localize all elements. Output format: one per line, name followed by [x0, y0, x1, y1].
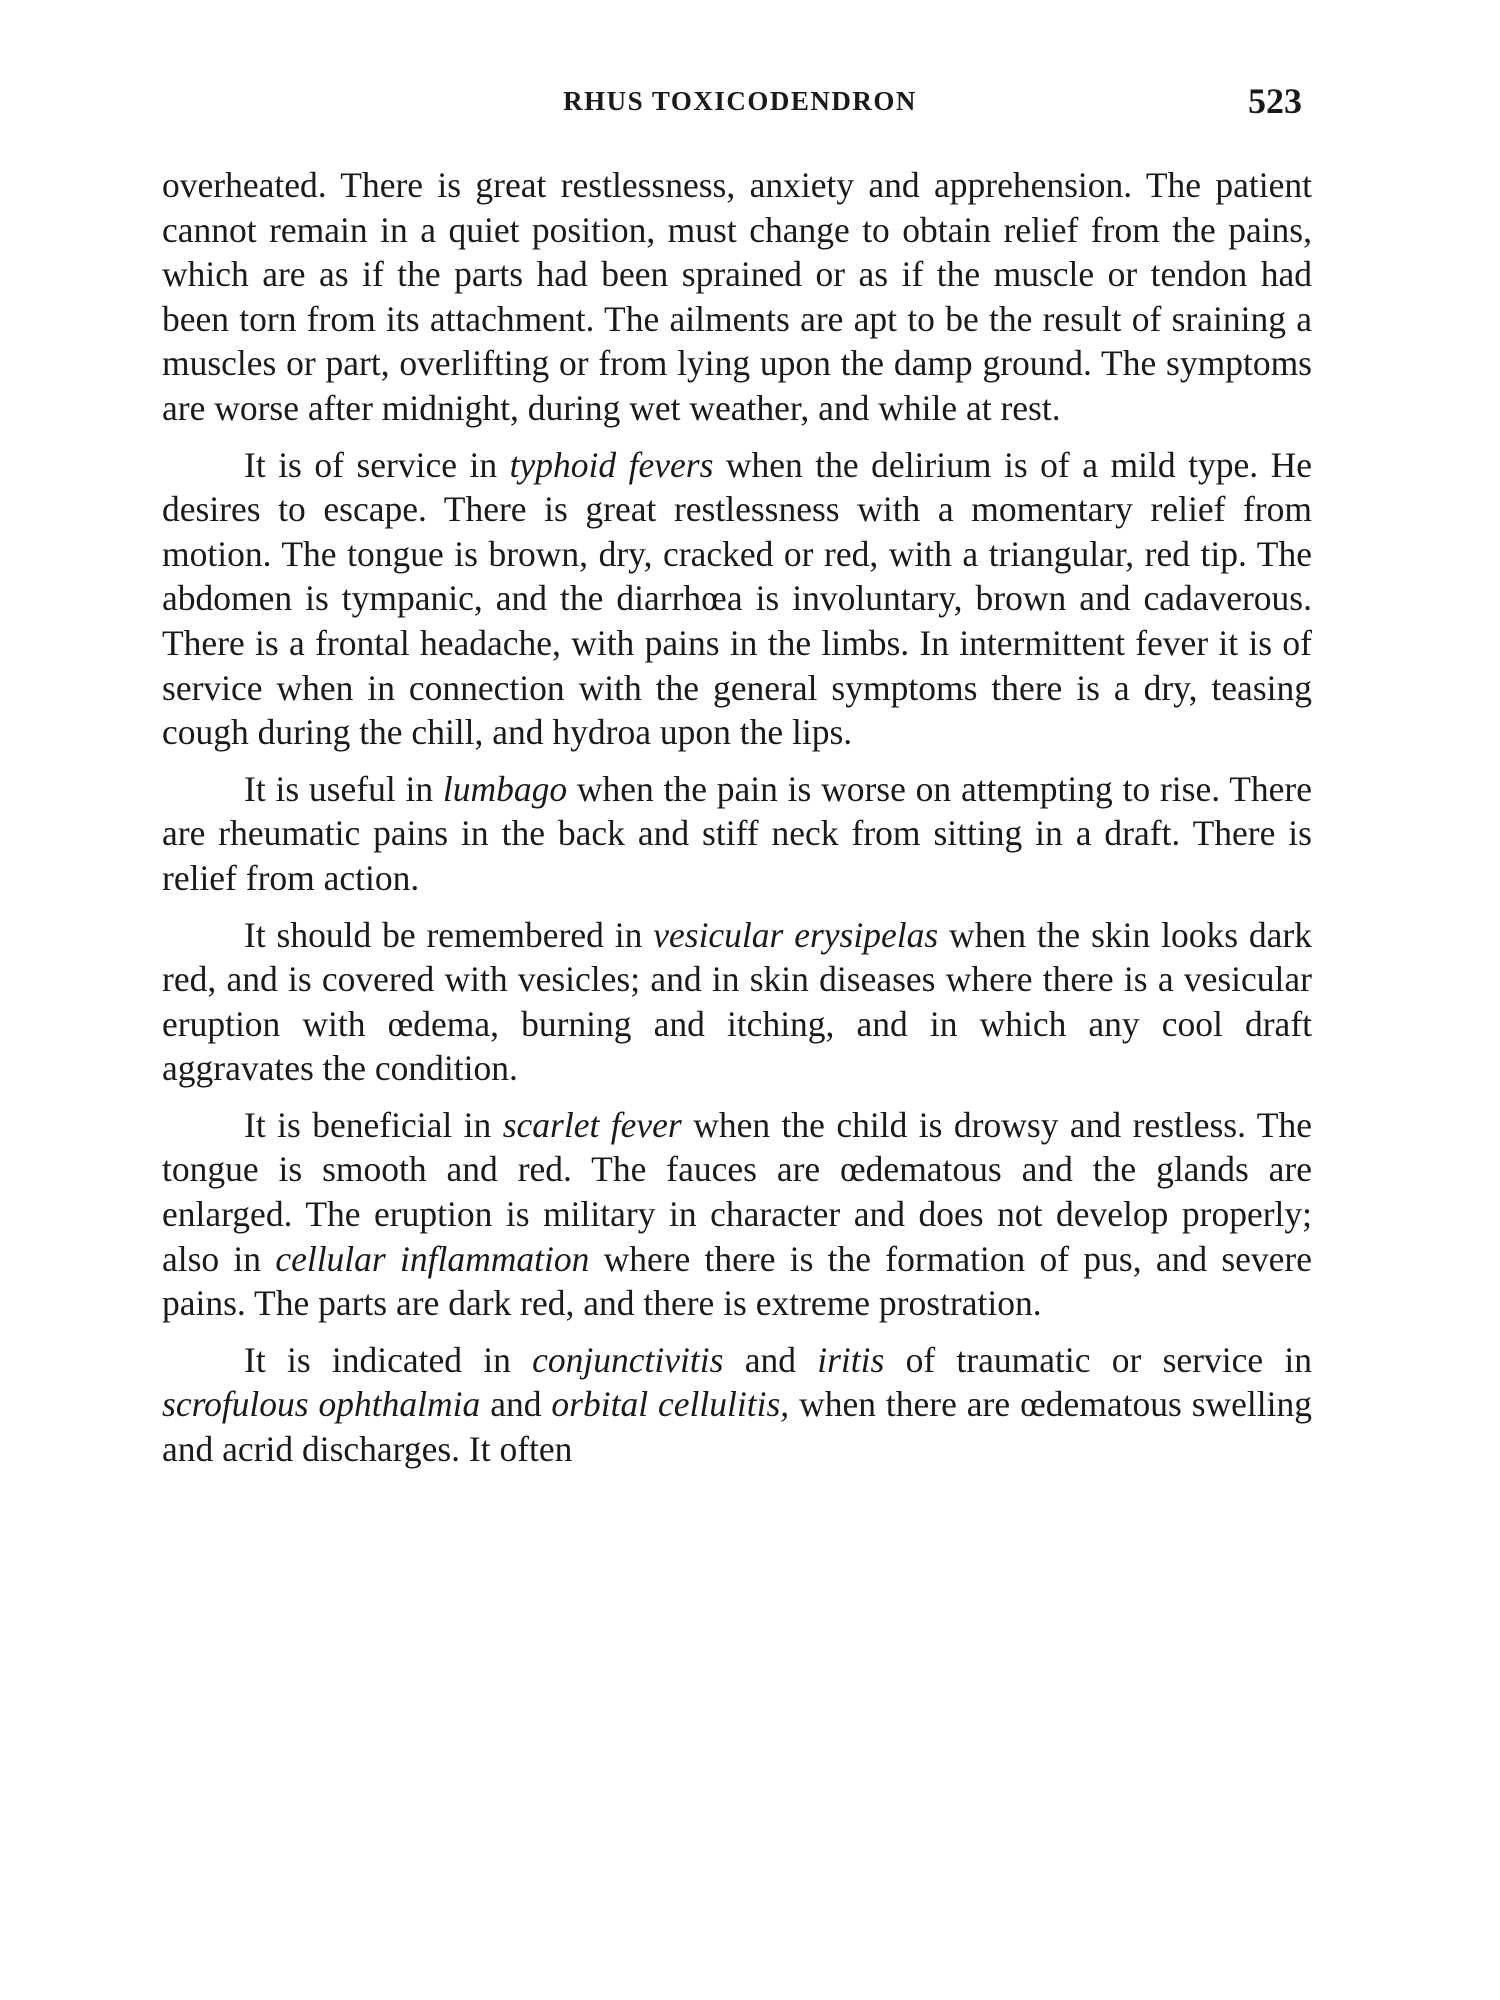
paragraph-text: It is of service in	[244, 444, 510, 485]
italic-term-iritis: iritis	[817, 1339, 885, 1380]
italic-term-vesicular-erysipelas: vesicular erysipelas	[653, 914, 939, 955]
paragraph-text: It should be remembered in	[244, 914, 654, 955]
italic-term-scarlet-fever: scarlet fever	[502, 1104, 682, 1145]
running-title: RHUS TOXICODENDRON	[563, 86, 917, 116]
italic-term-typhoid-fevers: typhoid fevers	[509, 444, 714, 485]
paragraph-text: when the delirium is of a mild type. He desires to escape. There is great restlessness with a momentary relief from motion. The tongue is brown, dry, cracked or red, with a triangular, red tip. The abdomen is tympanic, and the diarrhœa is involuntary, brown and cadaverous. There is a frontal headache, with pains in the limbs. In intermittent fever it is of service when in connection with the general symptoms there is a dry, teasing cough during the chill, and hydroa upon the lips.	[162, 444, 1313, 753]
paragraph-text: It is beneficial in	[244, 1104, 503, 1145]
paragraph-text: It is indicated in	[244, 1339, 533, 1380]
paragraph-text: when the skin looks dark red, and is covered with vesicles; and in skin diseases where there is a vesicular eruption with œdema, burning and itching, and in which any cool draft aggravates the condition.	[162, 914, 1312, 1089]
paragraph-text: overheated. There is great restlessness, anxiety and apprehension. The patient cannot remain in a quiet position, must change to obtain relief from the pains, which are as if the parts had been sprained or as if the muscle or tendon had been torn from its attachment. The ailments are apt to be the result of sraining a muscles or part, overlifting or from lying upon the damp ground. The symptoms are worse after midnight, during wet weather, and while at rest.	[162, 165, 1312, 428]
paragraph-text: It is useful in	[244, 768, 443, 809]
paragraph-lumbago	[162, 767, 1312, 901]
paragraph-text: and	[480, 1384, 552, 1425]
italic-term-conjunctivitis: conjunctivitis	[532, 1339, 724, 1380]
paragraph-text: where there is the formation of pus, and severe pains. The parts are dark red, and there is extreme prostration.	[162, 1238, 1312, 1324]
paragraph-typhoid-fevers	[162, 443, 1312, 755]
paragraph-scarlet-fever	[162, 1103, 1312, 1326]
paragraph-vesicular-erysipelas	[162, 913, 1312, 1091]
paragraph-conjunctivitis	[162, 1338, 1312, 1472]
italic-term-lumbago: lumbago	[442, 768, 568, 809]
paragraph-text: when the child is drowsy and restless. The tongue is smooth and red. The fauces are œdematous and the glands are enlarged. The eruption is military in character and does not develop properly; also in	[162, 1104, 1312, 1279]
italic-term-scrofulous-ophthalmia: scrofulous ophthalmia	[162, 1384, 481, 1425]
italic-term-cellular-inflammation: cellular inflammation	[275, 1238, 590, 1279]
paragraph-text: when the pain is worse on attempting to rise. There are rheumatic pains in the back and stiff neck from sitting in a draft. There is relief from action.	[162, 768, 1313, 898]
paragraph-text: and	[723, 1339, 818, 1380]
italic-term-orbital-cellulitis: orbital cellulitis,	[551, 1384, 790, 1425]
body-text	[162, 163, 1312, 1472]
paragraph-text: of traumatic or service in	[884, 1339, 1312, 1380]
paragraph-overheated	[162, 163, 1312, 431]
page-number: 523	[1248, 81, 1302, 121]
page-header	[160, 78, 1320, 138]
paragraph-text: when there are œdematous swelling and acrid discharges. It often	[162, 1384, 1313, 1470]
